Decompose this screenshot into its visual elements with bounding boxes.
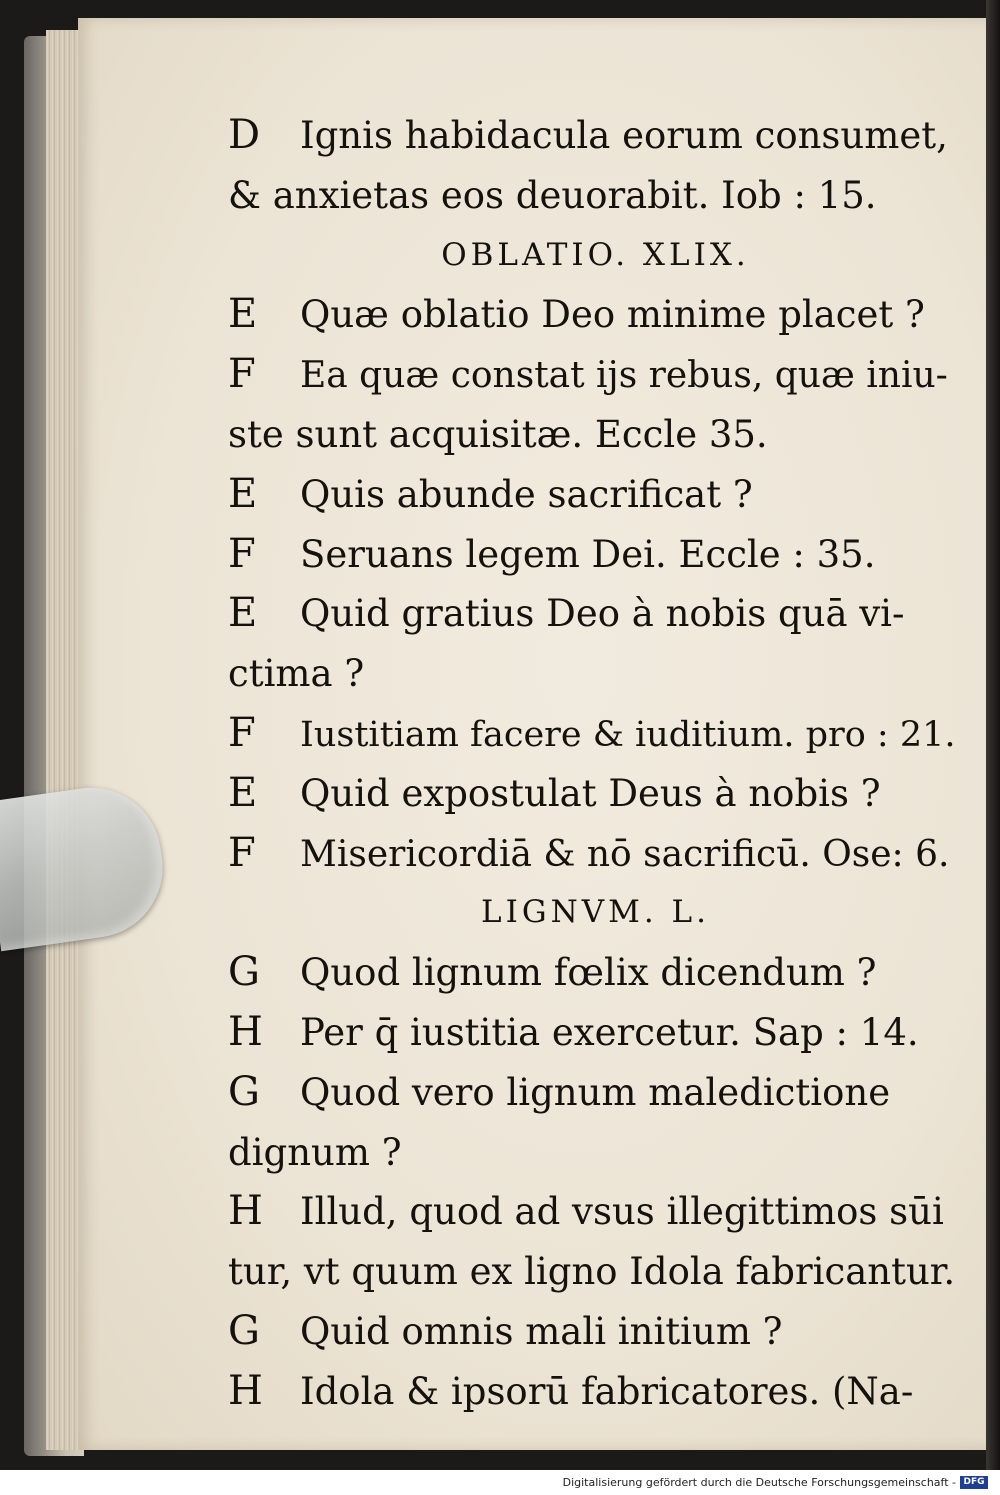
line-text: tur, vt quum ex ligno Idola fabricantur. (228, 1250, 956, 1294)
line-text: Seruans legem Dei. Eccle : 35. (300, 532, 876, 576)
text-line (228, 1302, 963, 1362)
line-marker: F (228, 709, 256, 756)
text-line (228, 166, 963, 226)
text-line (228, 1063, 963, 1123)
line-marker: D (228, 112, 261, 158)
text-line (228, 764, 963, 824)
footer-bar (0, 1470, 1000, 1495)
text-line (228, 1362, 963, 1422)
dfg-logo-icon: DFG (960, 1476, 988, 1489)
text-line (228, 943, 963, 1003)
line-text: Quæ oblatio Deo minime placet ? (300, 293, 925, 337)
line-text: dignum ? (228, 1130, 402, 1174)
line-text: Quod vero lignum maledictione (300, 1070, 891, 1114)
line-marker: H (228, 1367, 263, 1414)
section-heading: LIGNVM. L. (481, 894, 710, 931)
text-line (228, 1182, 963, 1242)
text-line (228, 345, 963, 405)
line-text: & anxietas eos deuorabit. Iob : 15. (228, 173, 877, 217)
page-text (228, 106, 963, 1422)
line-text: Misericordiā & nō sacrificū. Ose: 6. (300, 833, 950, 875)
line-text: Ea quæ constat ijs rebus, quæ iniu- (300, 355, 948, 397)
line-text: Illud, quod ad vsus illegittimos sūi (300, 1190, 944, 1234)
line-marker: F (228, 530, 256, 577)
funding-credit: Digitalisierung gefördert durch die Deutsche Forschungsgemeinschaft - (562, 1476, 956, 1489)
line-text: ctima ? (228, 652, 365, 696)
line-text: Ignis habidacula eorum consumet, (300, 114, 948, 157)
text-line (228, 285, 963, 345)
line-text: Quid gratius Deo à nobis quā vi- (300, 592, 905, 636)
line-text: Quid expostulat Deus à nobis ? (300, 771, 881, 815)
line-marker: G (228, 1307, 260, 1354)
line-text: Iustitiam facere & iuditium. pro : 21. (300, 714, 956, 755)
line-marker: G (228, 949, 260, 996)
line-marker: F (228, 829, 256, 876)
text-line (228, 405, 963, 465)
line-text: Quis abunde sacrificat ? (300, 472, 753, 516)
line-marker: E (228, 470, 258, 517)
text-line (228, 824, 963, 884)
line-marker: E (228, 291, 258, 338)
text-line (228, 644, 963, 704)
line-text: Quod lignum fœlix dicendum ? (300, 951, 877, 995)
text-line (228, 704, 963, 764)
book-spine (986, 0, 1000, 1470)
line-marker: F (228, 351, 256, 398)
text-line (228, 465, 963, 525)
text-line (228, 525, 963, 585)
line-text: Quid omnis mali initium ? (300, 1309, 783, 1353)
section-heading: OBLATIO. XLIX. (441, 236, 750, 273)
line-marker: H (228, 1188, 263, 1235)
text-line (228, 584, 963, 644)
line-marker: G (228, 1068, 260, 1115)
line-marker: E (228, 769, 258, 816)
text-line (228, 1123, 963, 1183)
text-line (228, 1242, 963, 1302)
line-text: Idola & ipsorū fabricatores. (Na- (300, 1369, 914, 1413)
text-line (228, 106, 963, 166)
line-text: ste sunt acquisitæ. Eccle 35. (228, 412, 768, 456)
line-marker: H (228, 1008, 263, 1055)
line-text: Per q̄ iustitia exercetur. Sap : 14. (300, 1010, 919, 1054)
line-marker: E (228, 590, 258, 637)
text-line (228, 1003, 963, 1063)
